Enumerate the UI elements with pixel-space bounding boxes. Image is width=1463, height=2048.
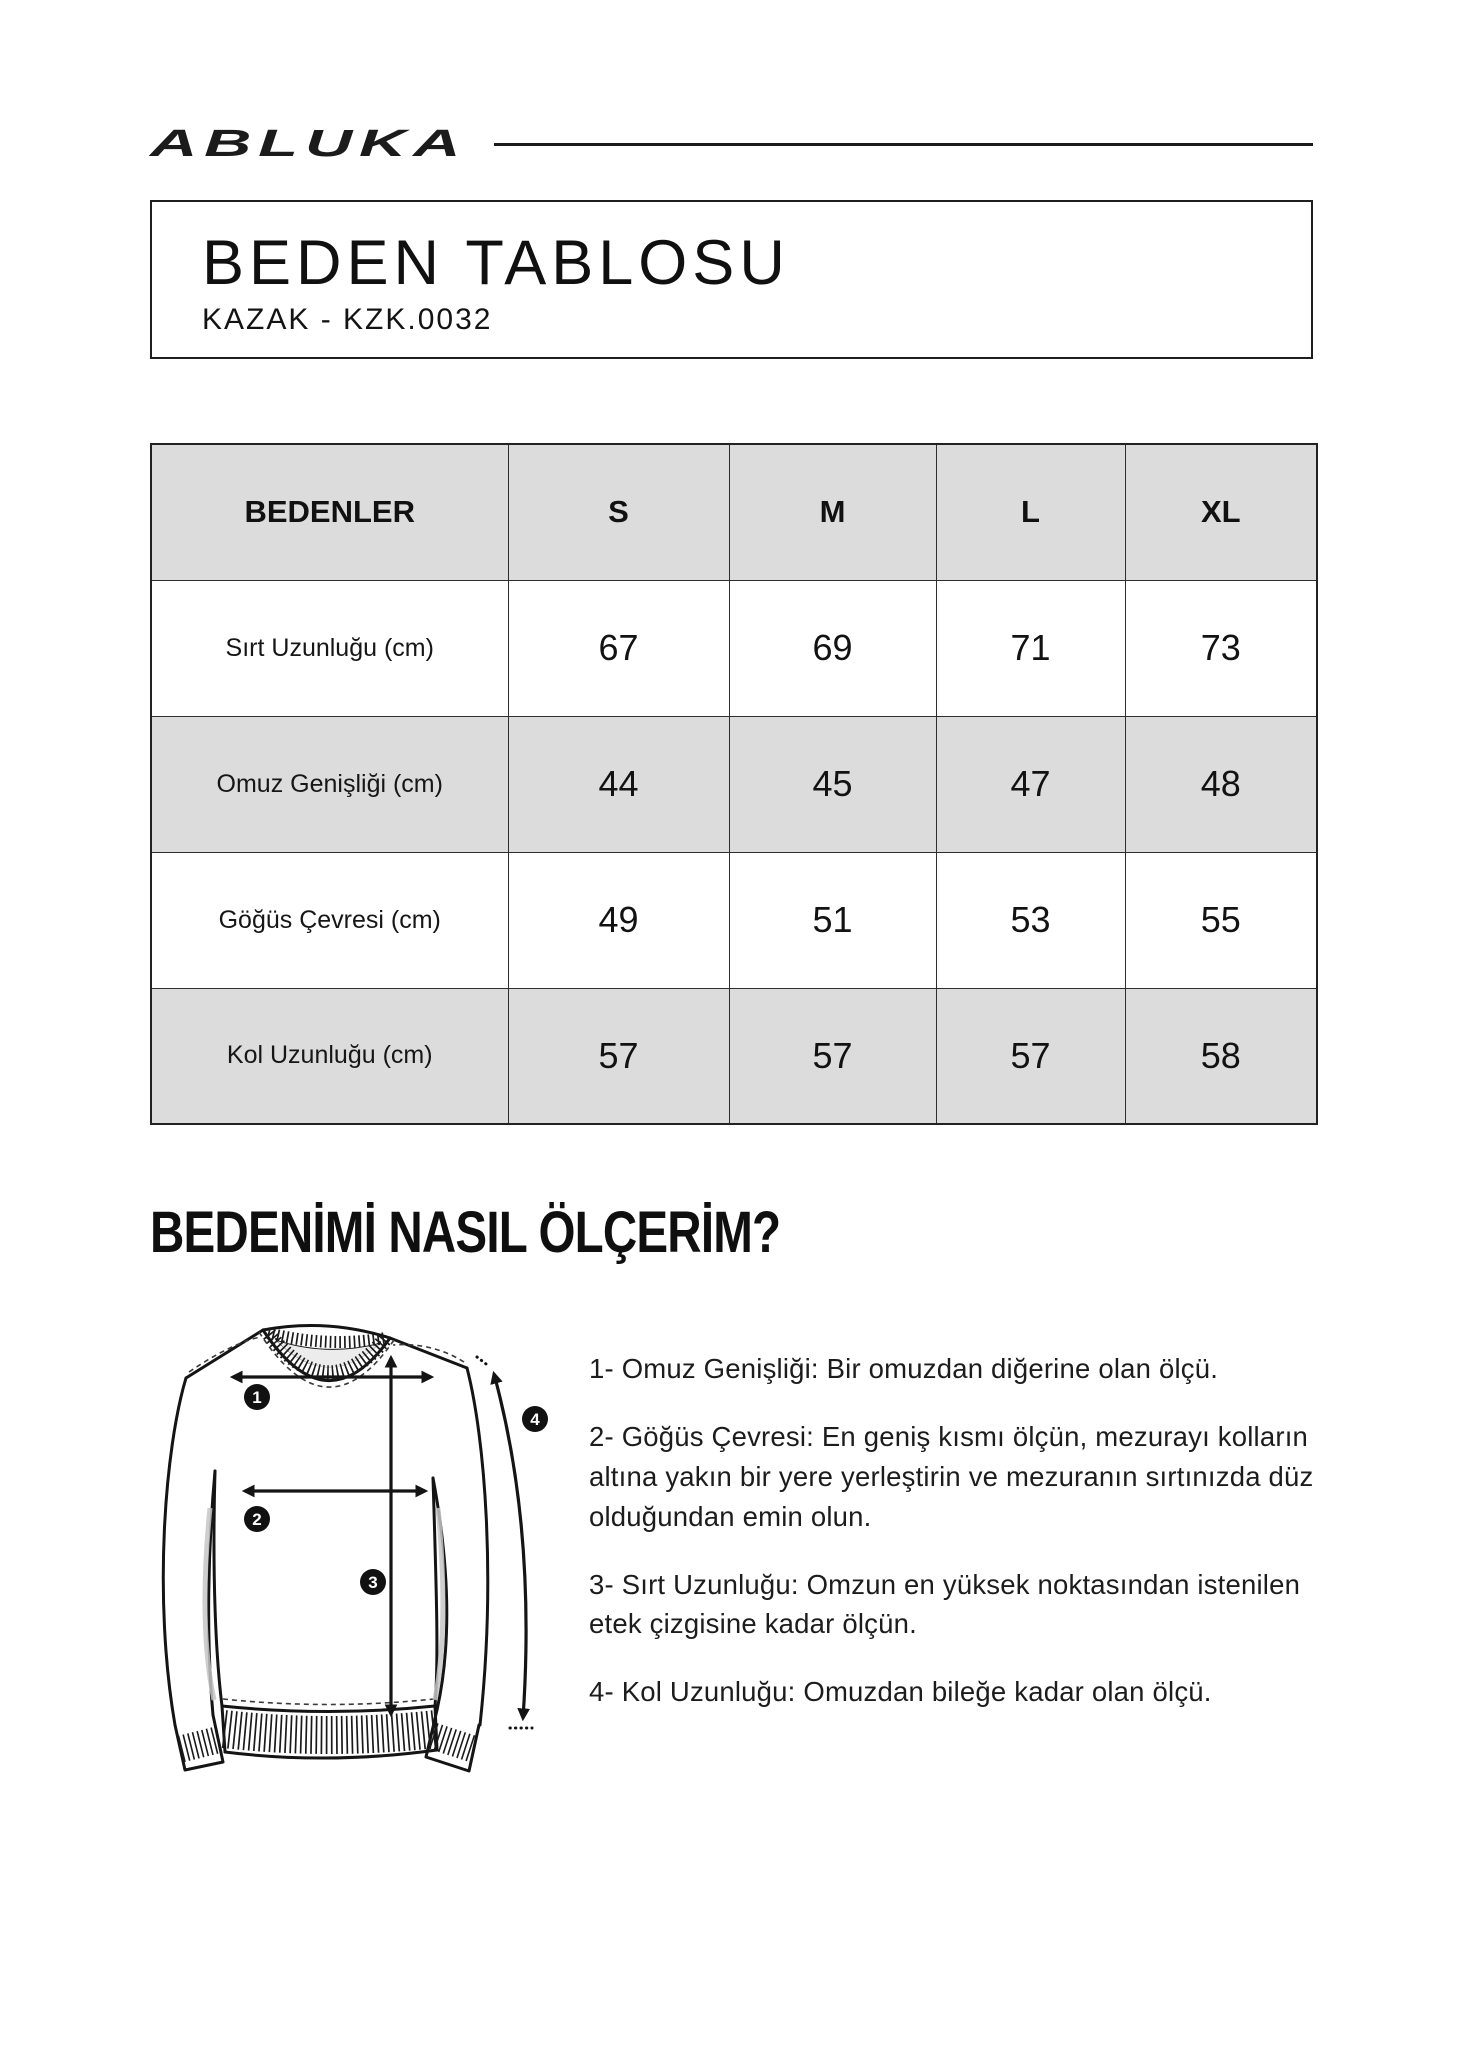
- col-header-xl: XL: [1125, 444, 1317, 580]
- cell-value: 44: [508, 716, 729, 852]
- table-row-sleeve-length: [151, 988, 1317, 1124]
- page-title: BEDEN TABLOSU: [202, 228, 790, 298]
- svg-text:2: 2: [252, 1510, 262, 1529]
- svg-text:3: 3: [368, 1573, 378, 1592]
- cell-value: 69: [729, 580, 936, 716]
- instruction-item-1: 1- Omuz Genişliği: Bir omuzdan diğerine olan ölçü.: [589, 1353, 1219, 1384]
- marker-1-badge: [244, 1384, 270, 1410]
- size-table: [150, 443, 1318, 1125]
- brand-logo-wrap: [150, 124, 480, 164]
- row-label: Omuz Genişliği (cm): [151, 716, 508, 852]
- cell-value: 55: [1125, 852, 1317, 988]
- brand-rule-line: [494, 143, 1313, 146]
- cell-value: 49: [508, 852, 729, 988]
- sleeve-length-arrow: [494, 1374, 526, 1718]
- col-header-bedenler: BEDENLER: [151, 444, 508, 580]
- table-row-chest: [151, 852, 1317, 988]
- row-label: Kol Uzunluğu (cm): [151, 988, 508, 1124]
- howto-heading: BEDENİMİ NASIL ÖLÇERİM?: [150, 1200, 781, 1265]
- stitch-lines: [189, 1332, 464, 1705]
- instruction-item-3: 3- Sırt Uzunluğu: Omzun en yüksek noktasından istenilen etek çizgisine kadar ölçün.: [589, 1568, 1301, 1640]
- cell-value: 45: [729, 716, 936, 852]
- instruction-item-2: 2- Göğüs Çevresi: En geniş kısmı ölçün, mezurayı kolların altına yakın bir yere yerleştirin ve mezuranın sırtınızda düz olduğundan emin olun.: [589, 1420, 1314, 1532]
- cell-value: 53: [936, 852, 1125, 988]
- cell-value: 71: [936, 580, 1125, 716]
- sweater-diagram: [140, 1308, 570, 1790]
- cell-value: 57: [936, 988, 1125, 1124]
- cell-value: 58: [1125, 988, 1317, 1124]
- row-label: Sırt Uzunluğu (cm): [151, 580, 508, 716]
- col-header-m: M: [729, 444, 936, 580]
- marker-3-badge: [360, 1569, 386, 1595]
- cell-value: 48: [1125, 716, 1317, 852]
- sweater-diagram-svg: [140, 1308, 570, 1790]
- svg-text:4: 4: [530, 1410, 540, 1429]
- shading-lines: [205, 1508, 443, 1700]
- instructions-list: [589, 1349, 1341, 1740]
- col-header-s: S: [508, 444, 729, 580]
- table-row-shoulder-width: [151, 716, 1317, 852]
- cell-value: 51: [729, 852, 936, 988]
- cell-value: 57: [729, 988, 936, 1124]
- table-row-back-length: [151, 580, 1317, 716]
- table-header-row: [151, 444, 1317, 580]
- title-box: [150, 200, 1313, 359]
- brand-logo: ABLUKA: [150, 123, 468, 165]
- marker-2-badge: [244, 1506, 270, 1532]
- cell-value: 57: [508, 988, 729, 1124]
- row-label: Göğüs Çevresi (cm): [151, 852, 508, 988]
- brand-header: [150, 124, 1313, 164]
- cell-value: 47: [936, 716, 1125, 852]
- sweater-ribbing: [181, 1333, 473, 1749]
- cell-value: 67: [508, 580, 729, 716]
- instruction-item-4: 4- Kol Uzunluğu: Omuzdan bileğe kadar olan ölçü.: [589, 1676, 1212, 1708]
- product-code: KAZAK - KZK.0032: [202, 303, 493, 336]
- marker-4-badge: [522, 1406, 548, 1432]
- svg-text:1: 1: [252, 1388, 262, 1407]
- col-header-l: L: [936, 444, 1125, 580]
- cell-value: 73: [1125, 580, 1317, 716]
